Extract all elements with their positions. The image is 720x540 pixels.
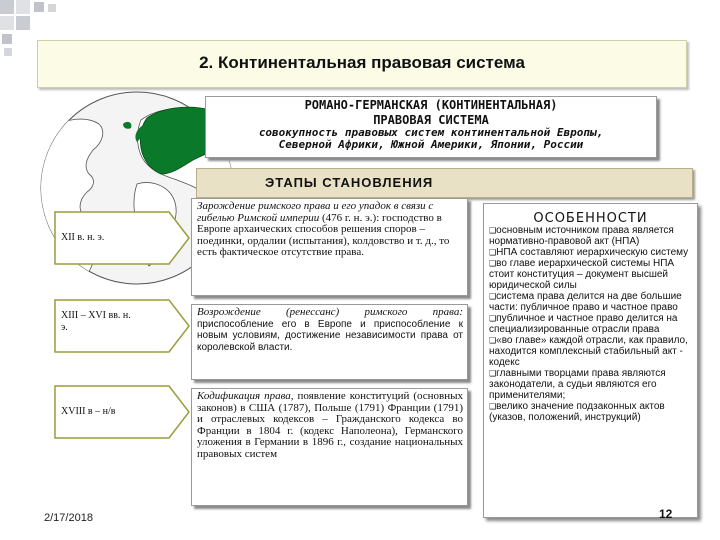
list-item (489, 258, 694, 291)
corner-square (34, 2, 44, 12)
feature-text: система права делится на две большие части: публичное право и частное право (489, 291, 682, 313)
feature-text: главными творцами права являются законодатели, а судьи являются его применителями; (489, 368, 666, 401)
checkbox-bullet-icon: ❑ (489, 226, 497, 235)
period-arrow (53, 298, 191, 354)
features-box (483, 203, 698, 518)
definition-heading-line2: ПРАВОВАЯ СИСТЕМА (373, 113, 489, 127)
corner-square (2, 34, 12, 44)
feature-text: во главе иерархической системы НПА стоит конституция – документ высшей юридической силы (489, 258, 675, 291)
list-item (489, 225, 694, 247)
corner-square (16, 16, 30, 30)
period-arrow (53, 210, 191, 266)
period-arrow (53, 384, 191, 440)
stage-box (191, 198, 468, 296)
checkbox-bullet-icon: ❑ (489, 314, 497, 323)
corner-square (0, 16, 14, 30)
corner-square (16, 0, 30, 14)
stages-title: ЭТАПЫ СТАНОВЛЕНИЯ (265, 175, 434, 190)
checkbox-bullet-icon: ❑ (489, 336, 497, 345)
feature-text: основным источником права является нормативно-правовой акт (НПА) (489, 225, 674, 247)
feature-text: велико значение подзаконных актов (указов, положений, инструкций) (489, 401, 665, 423)
stage-box (191, 388, 468, 506)
checkbox-bullet-icon: ❑ (489, 369, 497, 378)
list-item (489, 313, 694, 335)
corner-square (0, 0, 14, 14)
period-label: XVIII в – н/в (61, 406, 116, 417)
definition-heading-line1: РОМАНО-ГЕРМАНСКАЯ (КОНТИНЕНТАЛЬНАЯ) (304, 98, 558, 112)
definition-subtitle-line2: Северной Африки, Южной Америки, Японии, России (278, 138, 584, 151)
checkbox-bullet-icon: ❑ (489, 292, 497, 301)
list-item (489, 247, 694, 258)
stage-text: появление конституций (основных законов) в США (1787), Польше (1791) Франции (1791) и отраслевых кодексов – Гражданского кодекса во Франции в 1804 г. (кодекс Наполеона), Германского уложения в Германии в 1896 г., создание национальных правовых систем (197, 390, 463, 460)
checkbox-bullet-icon: ❑ (489, 248, 497, 257)
stage-heading: Зарождение римского права и его упадок в связи с гибелью Римской империи (197, 200, 434, 224)
list-item (489, 335, 694, 368)
checkbox-bullet-icon: ❑ (489, 259, 497, 268)
slide-date: 2/17/2018 (44, 512, 93, 524)
feature-text: публичное и частное право делится на специализированные отрасли права (489, 313, 678, 335)
stage-heading: Возрождение (ренессанс) римского права: (197, 306, 463, 318)
period-label: XIII – XVI вв. н. э. (61, 310, 131, 333)
features-list (489, 225, 694, 423)
list-item (489, 291, 694, 313)
list-item (489, 401, 694, 423)
stage-text: приспособление его в Европе и приспособление к новым условиям, достижение независимости права от королевской власти. (197, 318, 463, 353)
page-number: 12 (659, 507, 673, 521)
feature-text: НПА составляют иерархическую систему (496, 247, 689, 258)
stage-box (191, 304, 468, 380)
period-label: XII в. н. э. (61, 232, 105, 243)
feature-text: «во главе» каждой отрасли, как правило, находится комплексный стабильный акт - кодекс (489, 335, 688, 368)
features-title: ОСОБЕННОСТИ (533, 211, 648, 226)
definition-box (205, 96, 657, 158)
corner-square (4, 48, 12, 56)
title-box (37, 40, 687, 88)
corner-square (48, 4, 56, 12)
stage-heading: Кодификация права, (197, 390, 294, 402)
stages-banner (196, 168, 693, 198)
definition-subtitle-line1: совокупность правовых систем континентальной Европы, (258, 126, 604, 139)
stage-text: (476 г. н. э.): господство в Европе архаических способов решения споров – поединки, ордалии (испытания), колдовство и т. д., то есть фактическое отсутствие права. (197, 211, 450, 258)
checkbox-bullet-icon: ❑ (489, 402, 497, 411)
list-item (489, 368, 694, 401)
slide-title: 2. Континентальная правовая система (199, 53, 525, 72)
